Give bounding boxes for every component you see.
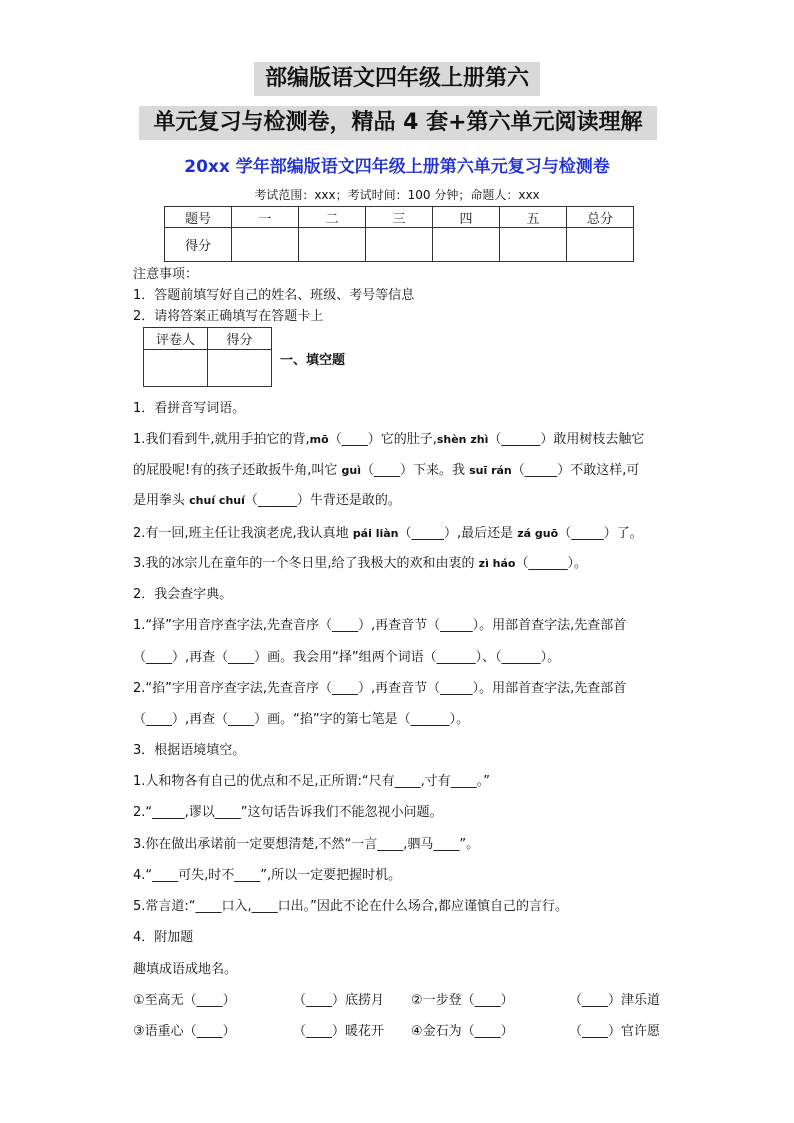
pinyin: zì háo — [478, 557, 516, 570]
grader-cell[interactable] — [208, 350, 272, 387]
question-2-line: （____）,再查（____）画。“掐”字的第七笔是（______）。 — [133, 712, 470, 727]
score-cell[interactable] — [567, 228, 634, 262]
pinyin: zá guō — [517, 527, 559, 540]
score-header-cell: 总分 — [567, 207, 634, 228]
idiom-blank: （____）官许愿 — [569, 1024, 661, 1039]
question-2-line: 2.“掐”字用音序查字法,先查音序（____）,再查音节（_____）。用部首查字法,先查部首 — [133, 681, 627, 696]
question-2-title: 2．我会查字典。 — [133, 587, 233, 602]
score-cell[interactable] — [366, 228, 433, 262]
pinyin: pái liàn — [352, 527, 399, 540]
text-run: 3.我的冰宗儿在童年的一个冬日里,给了我极大的欢和由衷的 — [133, 556, 479, 571]
document-title-line-1: 部编版语文四年级上册第六 — [254, 62, 540, 96]
question-3-line: 1.人和物各有自己的优点和不足,正所谓:“尺有____,寸有____。” — [133, 774, 491, 789]
question-1-line — [133, 552, 663, 571]
text-run: 的屁股呢!有的孩子还敢扳牛角,叫它 — [133, 463, 342, 478]
pinyin: suī rán — [469, 464, 512, 477]
question-3-line: 5.常言道:“____口入,____口出。”因此不论在什么场合,都应谨慎自己的言行。 — [133, 899, 569, 914]
notes-heading: 注意事项： — [133, 267, 199, 282]
score-cell[interactable] — [500, 228, 567, 262]
score-header-cell: 题号 — [165, 207, 232, 228]
document-title-line-2: 单元复习与检测卷，精品 4 套+第六单元阅读理解 — [139, 106, 657, 140]
score-header-cell: 五 — [500, 207, 567, 228]
question-1-line — [133, 428, 663, 447]
question-3-line: 4.“____可失,时不____”,所以一定要把握时机。 — [133, 868, 402, 883]
question-3-line: 3.你在做出承诺前一定要想清楚,不然“一言____,驷马____”。 — [133, 837, 480, 852]
text-run: （______）。 — [515, 556, 588, 571]
exam-subtitle: 20xx 学年部编版语文四年级上册第六单元复习与检测卷 — [184, 157, 610, 177]
question-2-line: （____）,再查（____）画。我会用“择”组两个词语（______）、（______）。 — [133, 650, 561, 665]
score-table — [164, 206, 634, 262]
score-cell[interactable] — [232, 228, 299, 262]
pinyin: chuí chuí — [189, 494, 245, 507]
note-item: 1．答题前填写好自己的姓名、班级、考号等信息 — [133, 288, 415, 303]
text-run: （____）它的肚子, — [328, 432, 437, 447]
question-1-line — [133, 459, 663, 478]
grader-table — [143, 327, 272, 387]
question-4-title: 4．附加题 — [133, 930, 194, 945]
text-run: （_____）了。 — [558, 526, 643, 541]
idiom-blank: ③语重心（____） — [133, 1024, 236, 1039]
idiom-blank: ②一步登（____） — [411, 993, 514, 1008]
text-run: （______）牛背还是敢的。 — [244, 493, 401, 508]
question-1-title: 1．看拼音写词语。 — [133, 401, 246, 416]
note-item: 2．请将答案正确填写在答题卡上 — [133, 309, 324, 324]
question-2-line: 1.“择”字用音序查字法,先查音序（____）,再查音节（_____）。用部首查字法,先查部首 — [133, 618, 627, 633]
score-header-cell: 三 — [366, 207, 433, 228]
question-1-line — [133, 522, 663, 541]
grader-header-cell: 评卷人 — [144, 328, 208, 350]
grader-header-cell: 得分 — [208, 328, 272, 350]
text-run: （_____）不敢这样,可 — [511, 463, 640, 478]
text-run: （______）敢用树枝去触它 — [488, 432, 645, 447]
text-run: 是用拳头 — [133, 493, 190, 508]
pinyin: shèn zhì — [436, 433, 489, 446]
pinyin: mō — [309, 433, 329, 446]
question-3-title: 3．根据语境填空。 — [133, 743, 246, 758]
text-run: 2.有一回,班主任让我演老虎,我认真地 — [133, 526, 353, 541]
text-run: （____）下来。我 — [360, 463, 470, 478]
text-run: （_____）,最后还是 — [398, 526, 518, 541]
question-1-line — [133, 489, 663, 508]
section-title: 一、填空题 — [280, 353, 346, 368]
idiom-blank: ①至高无（____） — [133, 993, 236, 1008]
pinyin: guì — [341, 464, 361, 477]
score-cell[interactable] — [433, 228, 500, 262]
question-3-line: 2.“_____,谬以____”这句话告诉我们不能忽视小问题。 — [133, 805, 443, 820]
grader-cell[interactable] — [144, 350, 208, 387]
question-4-intro: 趣填成语成地名。 — [133, 962, 238, 977]
score-cell[interactable] — [299, 228, 366, 262]
exam-meta: 考试范围：xxx；考试时间：100 分钟；命题人：xxx — [254, 188, 540, 202]
idiom-blank: （____）底捞月 — [293, 993, 385, 1008]
score-row-label: 得分 — [165, 228, 232, 262]
score-header-cell: 二 — [299, 207, 366, 228]
idiom-blank: （____）暖花开 — [293, 1024, 385, 1039]
score-header-cell: 四 — [433, 207, 500, 228]
score-header-cell: 一 — [232, 207, 299, 228]
idiom-blank: （____）津乐道 — [569, 993, 661, 1008]
idiom-blank: ④金石为（____） — [411, 1024, 514, 1039]
text-run: 1.我们看到牛,就用手拍它的背, — [133, 432, 310, 447]
